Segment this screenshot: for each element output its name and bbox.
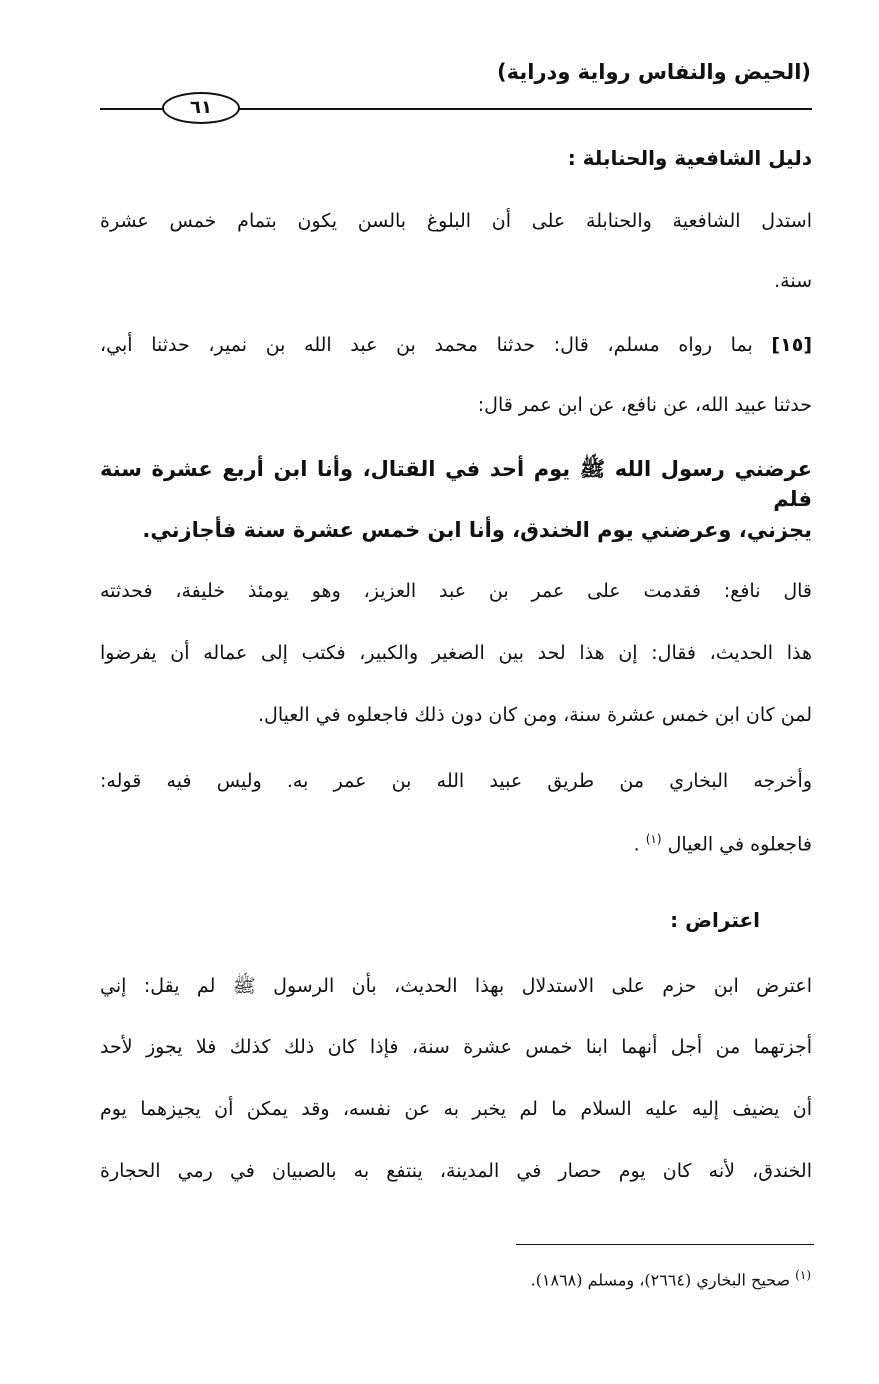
footnote-text: صحيح البخاري (٢٦٦٤)، ومسلم (١٨٦٨).: [530, 1270, 791, 1290]
page-number: ٦١: [162, 92, 240, 124]
footnote-reference: (١): [645, 832, 662, 846]
paragraph-line: وأخرجه البخاري من طريق عبيد الله بن عمر به. وليس فيه قوله:: [100, 770, 812, 792]
footnote-rule: [516, 1244, 814, 1245]
section-heading-evidence: دليل الشافعية والحنابلة :: [567, 146, 812, 170]
paragraph-line: استدل الشافعية والحنابلة على أن البلوغ بالسن يكون بتمام خمس عشرة: [100, 210, 812, 232]
paragraph-line: الخندق، لأنه كان يوم حصار في المدينة، ينتفع به بالصبيان في رمي الحجارة: [100, 1160, 812, 1182]
bukhari-text: فاجعلوه في العيال: [667, 833, 812, 856]
running-header: (الحيض والنفاس رواية ودراية): [497, 60, 811, 84]
paragraph-line: هذا الحديث، فقال: إن هذا لحد بين الصغير والكبير، فكتب إلى عماله أن يفرضوا: [100, 642, 812, 664]
paragraph-line: قال نافع: فقدمت على عمر بن عبد العزيز، وهو يومئذ خليفة، فحدثته: [100, 580, 812, 602]
hadith-chain-line: [100, 334, 812, 356]
hadith-text-line: يجزني، وعرضني يوم الخندق، وأنا ابن خمس عشرة سنة فأجازني.: [142, 518, 812, 542]
hadith-number: [١٥]: [771, 334, 812, 356]
paragraph-line: لمن كان ابن خمس عشرة سنة، ومن كان دون ذلك فاجعلوه في العيال.: [258, 704, 812, 726]
hadith-chain-text: بما رواه مسلم، قال: حدثنا محمد بن عبد الله بن نمير، حدثنا أبي،: [100, 334, 753, 356]
footnote: [531, 1268, 811, 1289]
hadith-text-line: عرضني رسول الله ﷺ يوم أحد في القتال، وأنا ابن أربع عشرة سنة فلم: [100, 457, 812, 511]
hadith-chain-line: حدثنا عبيد الله، عن نافع، عن ابن عمر قال:: [477, 394, 812, 416]
section-heading-objection: اعتراض :: [670, 908, 760, 932]
paragraph-line: سنة.: [774, 270, 812, 292]
sentence-end: .: [633, 833, 640, 856]
paragraph-line: أن يضيف إليه عليه السلام ما لم يخبر به عن نفسه، وقد يمكن أن يجيزهما يوم: [100, 1098, 812, 1120]
paragraph-line: [634, 832, 812, 855]
paragraph-line: اعترض ابن حزم على الاستدلال بهذا الحديث، بأن الرسول ﷺ لم يقل: إني: [100, 975, 812, 997]
footnote-marker: (١): [795, 1268, 811, 1282]
paragraph-line: أجزتهما من أجل أنهما ابنا خمس عشرة سنة، فإذا كان ذلك كذلك فلا يجوز لأحد: [100, 1036, 812, 1058]
